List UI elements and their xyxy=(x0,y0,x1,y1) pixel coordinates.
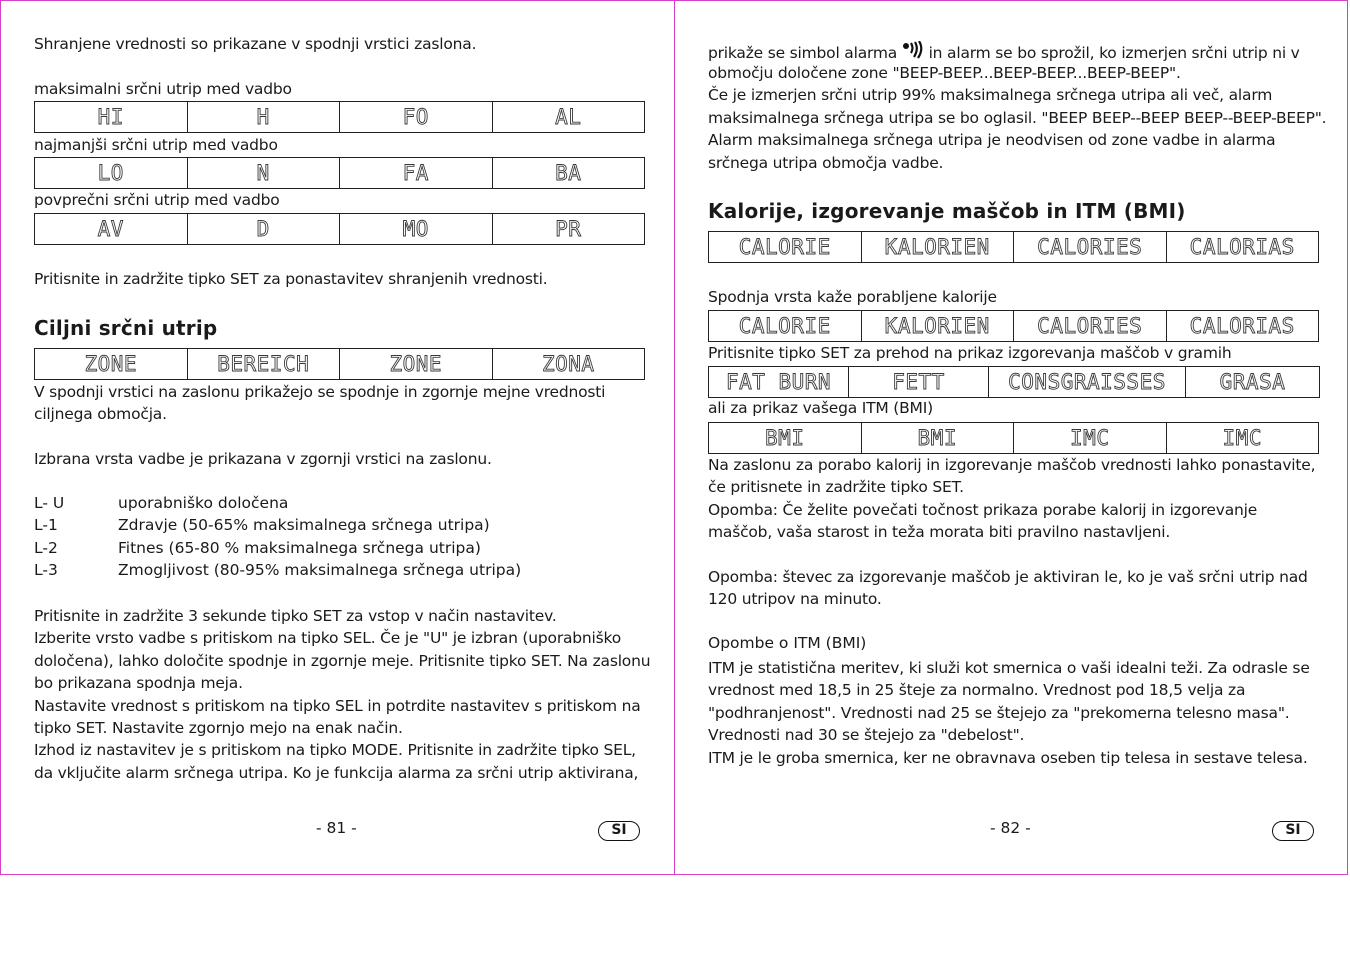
list-item xyxy=(34,539,594,561)
lcd-cell: H xyxy=(187,102,340,133)
label-fat-burn: Pritisnite tipko SET za prehod na prikaz izgorevanja maščob v gramih xyxy=(708,344,1232,362)
mode-code: L- U xyxy=(34,494,65,512)
text-line: da vključite alarm srčnega utripa. Ko je funkcija alarma za srčni utrip aktivirana, xyxy=(34,763,639,782)
lcd-cell: BMI xyxy=(709,423,862,454)
text-line: Pritisnite in zadržite 3 sekunde tipko SET za vstop v način nastavitev. xyxy=(34,607,557,625)
bmi-paragraph xyxy=(708,657,1310,769)
text-line: Na zaslonu za porabo kalorij in izgorevanje maščob vrednosti lahko ponastavite, xyxy=(708,456,1316,474)
lcd-cell: AV xyxy=(35,214,188,245)
mode-desc: Zmogljivost (80-95% maksimalnega srčnega utripa) xyxy=(118,561,522,579)
heading-target-heart-rate: Ciljni srčni utrip xyxy=(34,316,218,340)
label-bmi: ali za prikaz vašega ITM (BMI) xyxy=(708,399,933,417)
text-line: Izberite vrsto vadbe s pritiskom na tipko SEL. Če je "U" je izbran (uporabniško xyxy=(34,629,622,648)
lcd-table-zone xyxy=(34,348,645,380)
lcd-table-calories xyxy=(708,231,1319,263)
lcd-cell: FETT xyxy=(849,367,989,398)
label-min-heart-rate: najmanjši srčni utrip med vadbo xyxy=(34,136,278,154)
lcd-cell: MO xyxy=(340,214,493,245)
heading-calories: Kalorije, izgorevanje maščob in ITM (BMI) xyxy=(708,199,1186,223)
lcd-cell: CALORIE xyxy=(709,232,862,263)
text-line: Alarm maksimalnega srčnega utripa je neodvisen od zone vadbe in alarma xyxy=(708,131,1276,150)
text-line: vrednost med 18,5 in 25 šteje za normalno. Vrednost pod 18,5 velja za xyxy=(708,681,1246,700)
text-line: Nastavite vrednost s pritiskom na tipko SEL in potrdite nastavitev s pritiskom na xyxy=(34,696,641,715)
lcd-cell: CALORIES xyxy=(1014,232,1167,263)
lcd-cell: IMC xyxy=(1014,423,1167,454)
lcd-cell: AL xyxy=(492,102,645,133)
text-line: določena), lahko določite spodnje in zgornje meje. Pritisnite tipko SET. Na zaslonu xyxy=(34,651,651,670)
instructions-paragraph xyxy=(34,605,650,784)
lcd-table-calories-used xyxy=(708,310,1319,342)
text-line: Vrednosti nad 30 se štejejo za "debelost". xyxy=(708,726,1025,745)
mode-desc: uporabniško določena xyxy=(118,494,289,512)
lcd-cell: FA xyxy=(340,158,493,189)
lcd-cell: ZONE xyxy=(340,349,493,380)
text-line: če pritisnete in zadržite tipko SET. xyxy=(708,478,964,497)
label-avg-heart-rate: povprečni srčni utrip med vadbo xyxy=(34,191,280,209)
lcd-cell: CALORIES xyxy=(1014,311,1167,342)
lcd-cell: IMC xyxy=(1166,423,1319,454)
alarm-paragraph xyxy=(708,62,1326,174)
page-divider xyxy=(674,0,675,875)
mode-code: L-3 xyxy=(34,561,58,579)
reset-text: Pritisnite in zadržite tipko SET za ponastavitev shranjenih vrednosti. xyxy=(34,270,548,288)
text-line: tipko SET. Nastavite zgornjo mejo na enak način. xyxy=(34,719,403,738)
lcd-cell: KALORIEN xyxy=(861,232,1014,263)
intro-text: Shranjene vrednosti so prikazane v spodnji vrstici zaslona. xyxy=(34,35,477,53)
page-number: - 81 - xyxy=(316,819,357,837)
text-line: Če je izmerjen srčni utrip 99% maksimalnega srčnega utripa ali več, alarm xyxy=(708,86,1273,105)
mode-code: L-2 xyxy=(34,539,58,557)
lcd-table-fat xyxy=(708,366,1320,398)
lcd-cell: LO xyxy=(35,158,188,189)
lcd-cell: PR xyxy=(492,214,645,245)
lcd-cell: N xyxy=(187,158,340,189)
list-item xyxy=(34,516,594,538)
text-line: V spodnji vrstici na zaslonu prikažejo se spodnje in zgornje mejne vrednosti xyxy=(34,383,606,401)
lcd-cell: CALORIAS xyxy=(1166,232,1319,263)
text-line: "podhranjenost". Vrednosti nad 25 se štejejo za "prekomerna telesno masa". xyxy=(708,703,1290,722)
text-line: ciljnega območja. xyxy=(34,405,167,424)
lcd-cell: KALORIEN xyxy=(861,311,1014,342)
language-badge: SI xyxy=(598,821,640,841)
lcd-cell: BEREICH xyxy=(187,349,340,380)
mode-desc: Zdravje (50-65% maksimalnega srčnega utripa) xyxy=(118,516,490,534)
alarm-line-start xyxy=(708,41,1300,62)
page-number: - 82 - xyxy=(990,819,1031,837)
list-item xyxy=(34,561,594,583)
reset-paragraph xyxy=(708,454,1315,544)
mode-code: L-1 xyxy=(34,516,58,534)
alarm-icon xyxy=(902,41,924,59)
lcd-cell: FAT BURN xyxy=(709,367,849,398)
language-badge: SI xyxy=(1272,821,1314,841)
text-line: maščob, vaša starost in teža morata biti pravilno nastavljeni. xyxy=(708,523,1171,542)
text-line: Opomba: števec za izgorevanje maščob je aktiviran le, ko je vaš srčni utrip nad xyxy=(708,568,1308,586)
lcd-cell: CALORIE xyxy=(709,311,862,342)
selected-type-text: Izbrana vrsta vadbe je prikazana v zgornji vrstici na zaslonu. xyxy=(34,450,492,468)
mode-desc: Fitnes (65-80 % maksimalnega srčnega utripa) xyxy=(118,539,481,557)
label-used-calories: Spodnja vrsta kaže porabljene kalorije xyxy=(708,288,997,306)
lcd-cell: BA xyxy=(492,158,645,189)
text-line: območju določene zone "BEEP-BEEP...BEEP-BEEP...BEEP-BEEP". xyxy=(708,64,1181,82)
lcd-cell: HI xyxy=(35,102,188,133)
zone-description xyxy=(34,381,605,426)
label-max-heart-rate: maksimalni srčni utrip med vadbo xyxy=(34,80,292,98)
text-fragment: in alarm se bo sprožil, ko izmerjen srčni utrip ni v xyxy=(928,44,1300,62)
text-line: Izhod iz nastavitev je s pritiskom na tipko MODE. Pritisnite in zadržite tipko SEL, xyxy=(34,741,636,760)
text-line: Opomba: Če želite povečati točnost prikaza porabe kalorij in izgorevanje xyxy=(708,500,1258,519)
lcd-table-bmi xyxy=(708,422,1319,454)
lcd-cell: ZONA xyxy=(492,349,645,380)
text-line: bo prikazana spodnja meja. xyxy=(34,674,243,693)
text-line: 120 utripov na minuto. xyxy=(708,590,882,609)
lcd-cell: D xyxy=(187,214,340,245)
list-item xyxy=(34,494,594,516)
text-line: ITM je statistična meritev, ki služi kot smernica o vaši idealni teži. Za odrasle se xyxy=(708,659,1310,677)
note-paragraph xyxy=(708,566,1308,611)
text-line: ITM je le groba smernica, ker ne obravnava oseben tip telesa in sestave telesa. xyxy=(708,748,1308,767)
lcd-table-max xyxy=(34,101,645,133)
lcd-table-avg xyxy=(34,213,645,245)
lcd-cell: CALORIAS xyxy=(1166,311,1319,342)
text-fragment: prikaže se simbol alarma xyxy=(708,44,898,62)
lcd-cell: ZONE xyxy=(35,349,188,380)
lcd-table-min xyxy=(34,157,645,189)
lcd-cell: GRASA xyxy=(1186,367,1320,398)
text-line: maksimalnega srčnega utripa se bo oglasil. "BEEP BEEP--BEEP BEEP--BEEP-BEEP". xyxy=(708,108,1327,127)
subheading-bmi-notes: Opombe o ITM (BMI) xyxy=(708,634,867,652)
lcd-cell: BMI xyxy=(861,423,1014,454)
text-line: srčnega utripa območja vadbe. xyxy=(708,153,944,172)
lcd-cell: CONSGRAISSES xyxy=(989,367,1186,398)
lcd-cell: FO xyxy=(340,102,493,133)
